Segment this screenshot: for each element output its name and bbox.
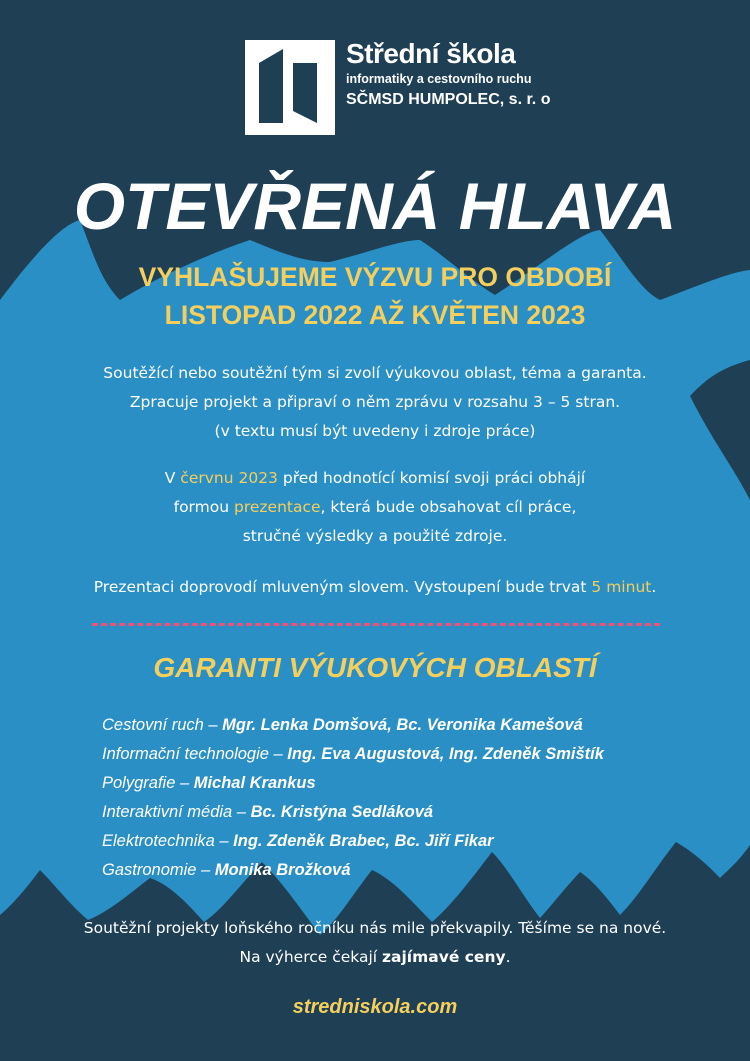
defense-line2	[0, 493, 750, 522]
defense-text: formou	[173, 498, 234, 516]
defense-paragraph	[0, 464, 750, 551]
guarantor-item	[102, 740, 604, 769]
website-link[interactable]: stredniskola.com	[292, 996, 458, 1018]
guarantor-area: Informační technologie –	[102, 745, 288, 763]
closing-paragraph	[0, 914, 750, 972]
guarantor-item	[102, 798, 604, 827]
guarantor-names: Monika Brožková	[214, 861, 351, 879]
call-announcement	[0, 258, 750, 334]
closing-line2	[0, 943, 750, 972]
logo-institution: SČMSD HUMPOLEC, s. r. o	[346, 91, 551, 108]
defense-text: V	[164, 469, 181, 487]
defense-text: před hodnotící komisí svoji práci obhájí	[277, 469, 586, 487]
defense-text: , která bude obsahovat cíl práce,	[320, 498, 577, 516]
guarantor-item	[102, 711, 604, 740]
guarantor-names: Ing. Zdeněk Brabec, Bc. Jiří Fikar	[233, 832, 494, 850]
guarantor-item	[102, 856, 604, 885]
dashed-divider	[92, 623, 660, 626]
guarantor-names: Mgr. Lenka Domšová, Bc. Veronika Kamešová	[222, 716, 583, 734]
defense-date-highlight: červnu 2023	[180, 469, 278, 487]
defense-format-highlight: prezentace	[233, 498, 321, 516]
school-logo-icon	[245, 40, 335, 135]
call-announcement-line1: VYHLAŠUJEME VÝZVU PRO OBDOBÍ	[138, 262, 612, 292]
guarantor-names: Michal Krankus	[193, 774, 316, 792]
guarantor-names: Ing. Eva Augustová, Ing. Zdeněk Smištík	[287, 745, 604, 763]
logo-subtitle: informatiky a cestovního ruchu	[346, 72, 532, 86]
duration-highlight: 5 minut	[591, 578, 652, 596]
guarantor-area: Cestovní ruch –	[102, 716, 223, 734]
guarantors-heading: GARANTI VÝUKOVÝCH OBLASTÍ	[153, 652, 597, 683]
guarantor-area: Elektrotechnika –	[102, 832, 234, 850]
presentation-text: Prezentaci doprovodí mluveným slovem. Vystoupení bude trvat	[93, 578, 592, 596]
closing-end: .	[505, 948, 511, 966]
guarantor-area: Polygrafie –	[102, 774, 194, 792]
defense-line1	[0, 464, 750, 493]
guarantor-names: Bc. Kristýna Sedláková	[250, 803, 434, 821]
intro-line1: Soutěžící nebo soutěžní tým si zvolí výukovou oblast, téma a garanta.	[103, 364, 647, 382]
presentation-paragraph	[0, 573, 750, 602]
guarantor-item	[102, 769, 604, 798]
intro-line3: (v textu musí být uvedeny i zdroje práce)	[214, 422, 536, 440]
guarantor-area: Gastronomie –	[102, 861, 215, 879]
logo-text	[346, 38, 550, 110]
intro-paragraph	[0, 359, 750, 446]
page-title: OTEVŘENÁ HLAVA	[73, 169, 677, 243]
logo-title: Střední škola	[346, 38, 516, 69]
closing-text: Na výherce čekají	[239, 948, 383, 966]
prize-highlight: zajímavé ceny	[382, 948, 506, 966]
defense-line3: stručné výsledky a použité zdroje.	[242, 527, 508, 545]
presentation-end: .	[651, 578, 657, 596]
closing-line1: Soutěžní projekty loňského ročníku nás mile překvapily. Těšíme se na nové.	[83, 919, 667, 937]
guarantors-list	[102, 711, 604, 885]
call-announcement-line2: LISTOPAD 2022 AŽ KVĚTEN 2023	[164, 300, 586, 330]
guarantor-item	[102, 827, 604, 856]
guarantor-area: Interaktivní média –	[102, 803, 251, 821]
intro-line2: Zpracuje projekt a připraví o něm zprávu v rozsahu 3 – 5 stran.	[129, 393, 621, 411]
